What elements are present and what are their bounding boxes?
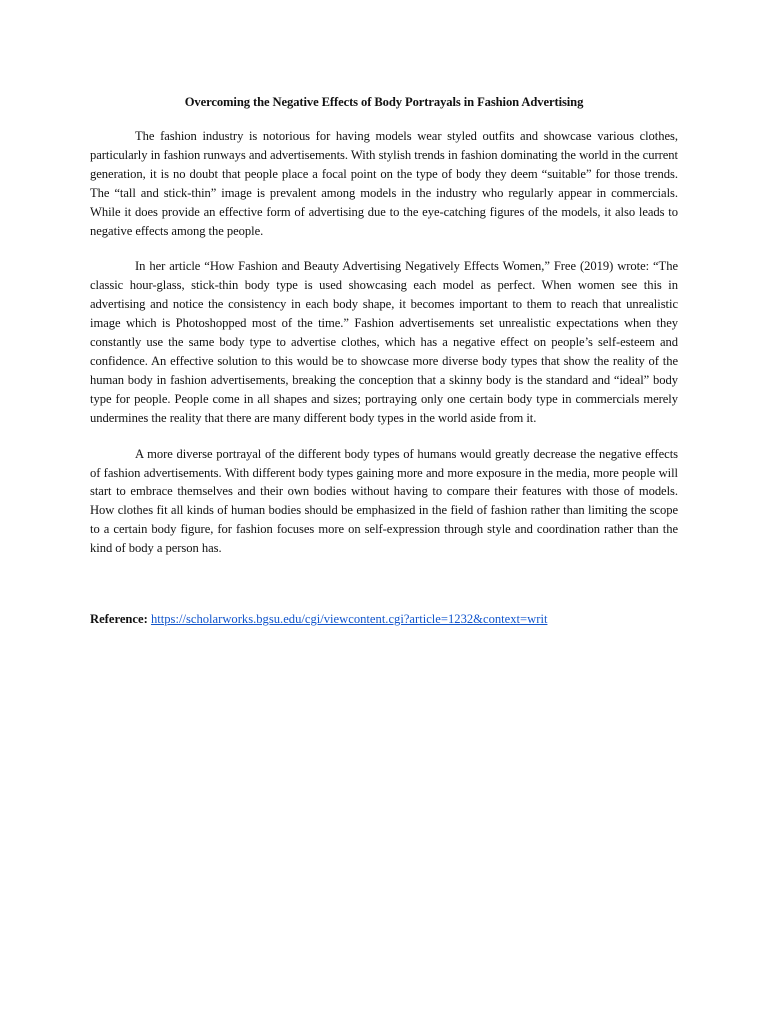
paragraph-intro: The fashion industry is notorious for having models wear styled outfits and showcase various clothes, particularly in fashion runways and advertisements. With stylish trends in fashion dominating the world in the current generation, it is no doubt that people place a focal point on the type of body they deem “suitable” for those trends. The “tall and stick-thin” image is prevalent among models in the industry who regularly appear in commercials. While it does provide an effective form of advertising due to the eye-catching figures of the models, it also leads to negative effects among the people. <box>90 129 678 238</box>
paragraph-conclusion: A more diverse portrayal of the different body types of humans would greatly decrease the negative effects of fashion advertisements. With different body types gaining more and more exposure in the media, more people will start to embrace themselves and their own bodies without having to compare their features with those of models. How clothes fit all kinds of human bodies should be emphasized in the field of fashion rather than limiting the scope to a certain body figure, for fashion focuses more on self-expression through style and coordination rather than the kind of body a person has. <box>90 446 678 556</box>
reference-line <box>90 610 678 629</box>
paragraph-article-quote: In her article “How Fashion and Beauty Advertising Negatively Effects Women,” Free (2019) wrote: “The classic hour-glass, stick-thin body type is used showcasing each model as perfect. When women see this in advertising and notice the consistency in each body shape, it becomes important to them to reach that unrealistic image which is Photoshopped most of the time.” Fashion advertisements set unrealistic expectations when they constantly use the same body type to advertise clothes, which has a negative effect on people’s self-esteem and confidence. An effective solution to this would be to showcase more diverse body types that show the reality of the human body in fashion advertisements, breaking the conception that a skinny body is the standard and “ideal” body type for people. People come in all shapes and sizes; portraying only one certain body type in commercials merely undermines the reality that there are many different body types in the world aside from it. <box>90 259 678 425</box>
reference-link[interactable]: https://scholarworks.bgsu.edu/cgi/viewcontent.cgi?article=1232&context=writ <box>150 612 548 627</box>
reference-label: Reference: <box>90 612 148 627</box>
document-title: Overcoming the Negative Effects of Body Portrayals in Fashion Advertising <box>184 95 584 109</box>
document-body <box>90 93 678 629</box>
